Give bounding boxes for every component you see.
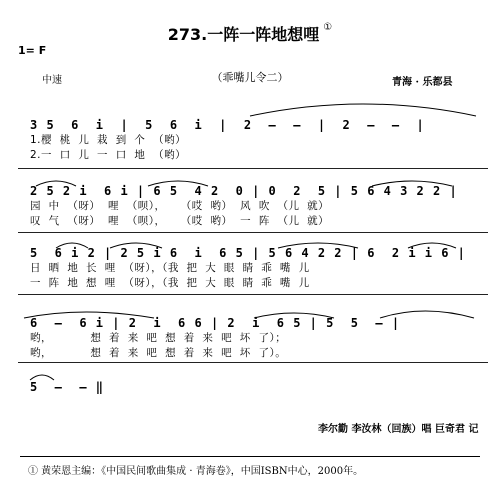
slur-arc — [28, 370, 58, 382]
lyric-verse-2: 2.一 口 儿 一 口 地 （哟） — [30, 149, 187, 161]
tempo-marking: 中速 — [42, 75, 62, 86]
footnote-text: ① 黄荣恩主编：《中国民间歌曲集成 · 青海卷》，中国ISBN中心，2000年。 — [28, 466, 364, 477]
song-title: 273.一阵一阵地想哩 ① — [167, 22, 333, 44]
lyric-verse-2: 哟， 想 着 来 吧 想 着 来 吧 坏 了）。 — [30, 347, 287, 359]
system-divider — [18, 232, 488, 233]
performer-credits: 李尔勤 李汝林（回族）唱 巨奇君 记 — [318, 424, 479, 435]
lyric-verse-2: 叹 气 （呀） 哩 （呗）， （哎 哟） 一 阵 （儿 就） — [30, 215, 330, 227]
tune-name: （乖嘴儿令二） — [211, 71, 289, 84]
footnote-divider — [20, 456, 480, 457]
notation-line: 6 – 6 i | 2 i 6 6 | 2 i 6 5 | 5 5 – | — [30, 316, 401, 330]
footnote-mark: ① — [323, 22, 333, 33]
score-system-3 — [30, 246, 466, 290]
notation-line: 2 5 2 i 6 i | 6 5 4 2 0 | 0 2 5 | 5 6 4 3 2 2 | — [30, 184, 458, 198]
score-system-2 — [30, 184, 458, 228]
lyric-verse-1: 1.樱 桃 儿 栽 到 个 （哟） — [30, 134, 187, 146]
notation-line: 3 5 6 i | 5 6 i | 2 – – | 2 – – | — [30, 118, 425, 132]
key-signature: 1= F — [18, 44, 47, 57]
slur-arcs — [36, 176, 476, 188]
lyric-verse-2: 一 阵 地 想 哩 （呀），（我 把 大 眼 睛 乖 嘴 儿 — [30, 277, 310, 289]
score-system-4 — [30, 316, 400, 360]
region-label: 青海 · 乐都县 — [392, 77, 453, 88]
lyric-verse-1: 哟， 想 着 来 吧 想 着 来 吧 坏 了）； — [30, 332, 287, 344]
score-system-1 — [30, 118, 425, 162]
slur-arcs — [56, 238, 476, 250]
notation-line: 5 – – ‖ — [30, 380, 105, 394]
slur-arc — [248, 98, 478, 118]
lyric-verse-1: 园 中 （呀） 哩 （呗）， （哎 哟） 风 吹 （儿 就） — [30, 200, 330, 212]
system-divider — [18, 168, 488, 169]
system-divider — [18, 294, 488, 295]
slur-arcs — [24, 304, 484, 320]
score-system-5 — [30, 380, 104, 394]
lyric-verse-1: 日 晒 地 长 哩 （呀），（我 把 大 眼 睛 乖 嘴 儿 — [30, 262, 310, 274]
system-divider — [18, 362, 488, 363]
notation-line: 5 6 i 2 | 2 5 i 6 i 6 5 | 5 6 4 2 2 | 6 2 i i 6 | — [30, 246, 466, 260]
